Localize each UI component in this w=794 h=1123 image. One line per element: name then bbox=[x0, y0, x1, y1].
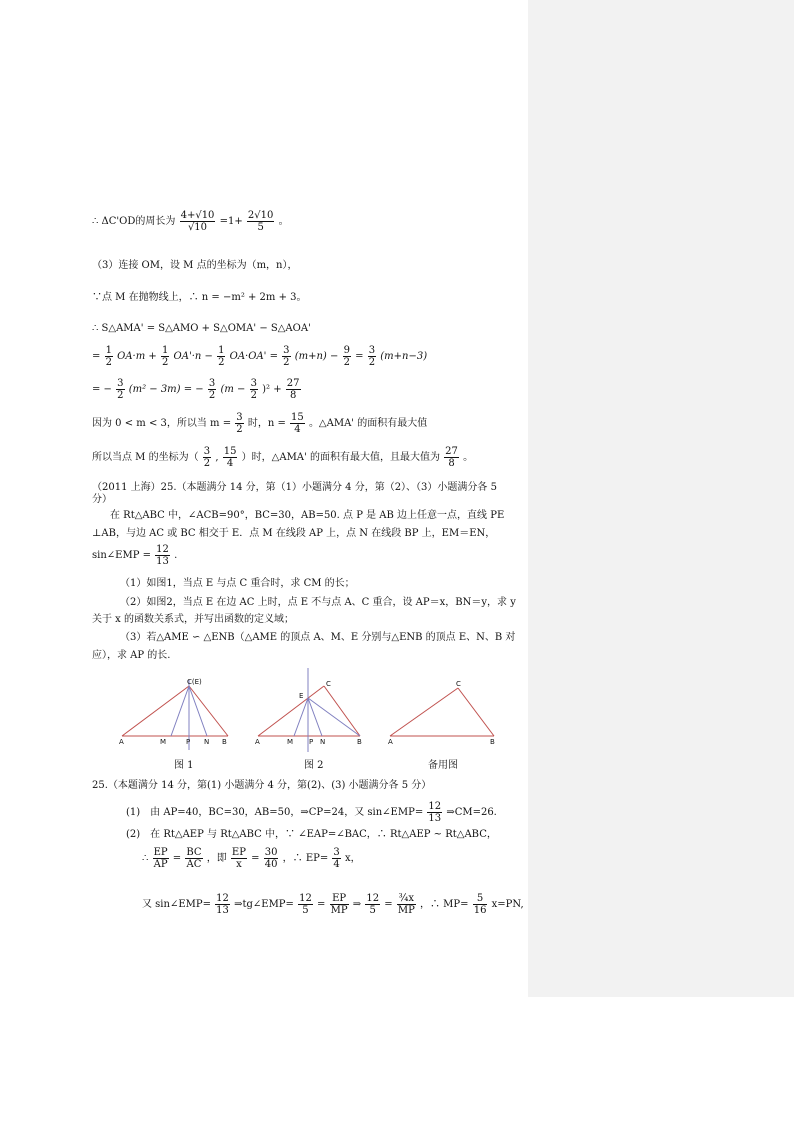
fraction bbox=[250, 378, 258, 401]
question-2-cont: 关于 x 的函数关系式，并写出函数的定义域； bbox=[92, 614, 294, 625]
numerator: 3 bbox=[208, 378, 216, 389]
fraction bbox=[155, 544, 170, 567]
text: (m+n) − bbox=[294, 351, 339, 362]
fraction bbox=[185, 847, 202, 870]
label-e: E bbox=[299, 692, 304, 700]
denominator: MP bbox=[397, 905, 415, 916]
problem-header-cont: 分） bbox=[92, 494, 112, 505]
denominator: 13 bbox=[156, 556, 169, 567]
numerator: EP bbox=[231, 847, 246, 858]
fraction bbox=[332, 847, 340, 870]
label-c: C bbox=[456, 680, 461, 688]
label-c: C(E) bbox=[187, 678, 202, 686]
numerator: 3 bbox=[203, 446, 211, 457]
text: ）时，△AMA' 的面积有最大值，且最大值为 bbox=[241, 452, 440, 463]
numerator: 15 bbox=[291, 412, 304, 423]
denominator: √10 bbox=[187, 222, 208, 233]
text: (1) 由 AP=40，BC=30，AB=50，⇒CP=24，又 sin∠EMP= bbox=[126, 807, 424, 818]
problem-header: （2011 上海）25.（本题满分 14 分，第（1）小题满分 4 分，第（2）、（3）小题满分各 5 bbox=[92, 482, 497, 493]
text: (m − bbox=[220, 384, 246, 395]
fraction bbox=[427, 801, 442, 824]
label-a: A bbox=[255, 738, 260, 746]
numerator: 3 bbox=[250, 378, 257, 389]
numerator: 12 bbox=[216, 893, 229, 904]
segment-ac bbox=[122, 686, 189, 736]
fraction bbox=[235, 412, 243, 435]
segment-eb bbox=[308, 698, 360, 736]
denominator: 4 bbox=[333, 859, 340, 870]
numerator: 27 bbox=[286, 378, 300, 389]
text: ，即 bbox=[206, 853, 227, 864]
denominator: 8 bbox=[289, 390, 297, 401]
text: 因为 0 < m < 3，所以当 m = bbox=[92, 418, 232, 429]
label-n: N bbox=[320, 738, 326, 746]
answer-header: 25.（本题满分 14 分，第(1) 小题满分 4 分，第(2)、(3) 小题满分各 5 分） bbox=[92, 780, 432, 791]
figure-2 bbox=[252, 668, 372, 752]
denominator: 2 bbox=[218, 357, 225, 368]
area-decomposition: ∴ S△AMA' = S△AMO + S△OMA' − S△AOA' bbox=[92, 323, 311, 334]
fraction bbox=[365, 893, 380, 916]
text: 。 bbox=[463, 452, 474, 463]
fraction bbox=[444, 446, 459, 469]
text: = bbox=[317, 899, 326, 910]
text: (m² − 3m) = − bbox=[128, 384, 204, 395]
denominator: 2 bbox=[105, 357, 112, 368]
fraction bbox=[343, 345, 351, 368]
figure-1 bbox=[115, 672, 240, 752]
numerator: 1 bbox=[218, 345, 225, 356]
numerator: BC bbox=[186, 847, 202, 858]
question-1: （1）如图1，当点 E 与点 C 重合时，求 CM 的长； bbox=[120, 578, 355, 589]
fraction bbox=[231, 847, 247, 870]
denominator: 2 bbox=[343, 357, 350, 368]
fraction bbox=[223, 446, 238, 469]
numerator: 5 bbox=[473, 893, 488, 905]
text: . bbox=[174, 550, 178, 561]
label-b: B bbox=[490, 738, 495, 746]
text: )² + bbox=[262, 384, 282, 395]
segment-bc bbox=[189, 686, 228, 736]
label-m: M bbox=[287, 738, 294, 746]
text: OA'·n − bbox=[173, 351, 213, 362]
fraction bbox=[368, 345, 376, 368]
part3-intro: （3）连接 OM，设 M 点的坐标为（m，n）， bbox=[92, 260, 298, 271]
text: ⇒ bbox=[352, 899, 362, 910]
label-b: B bbox=[222, 738, 227, 746]
text: = − bbox=[92, 384, 112, 395]
numerator: EP bbox=[153, 847, 168, 858]
label-a: A bbox=[119, 738, 124, 746]
denominator: 13 bbox=[216, 905, 229, 916]
fraction bbox=[180, 210, 216, 233]
denominator: 2 bbox=[236, 424, 243, 435]
segment-bc bbox=[324, 686, 360, 736]
numerator: ¾x bbox=[398, 893, 414, 904]
fraction bbox=[397, 893, 416, 916]
fraction bbox=[330, 893, 349, 916]
segment-en bbox=[189, 686, 207, 736]
question-3: （3）若△AME ∽ △ENB（△AME 的顶点 A、M、E 分别与△ENB 的顶点 E、N、B 对 bbox=[120, 632, 516, 643]
segment-em bbox=[171, 686, 189, 736]
answer-part-2: (2) 在 Rt△AEP 与 Rt△ABC 中，∵ ∠EAP=∠BAC，∴ Rt△AEP ~ Rt△ABC， bbox=[126, 829, 497, 840]
numerator: 27 bbox=[445, 446, 458, 457]
figure-2-caption: 图 2 bbox=[304, 760, 324, 771]
fraction bbox=[298, 893, 313, 916]
answer-ratio-line bbox=[142, 847, 361, 870]
fraction bbox=[217, 345, 225, 368]
fraction bbox=[153, 847, 169, 870]
denominator: 8 bbox=[448, 458, 455, 469]
denominator: 2 bbox=[117, 390, 124, 401]
denominator: 4 bbox=[294, 424, 301, 435]
label-m: M bbox=[160, 738, 167, 746]
denominator: AC bbox=[186, 859, 202, 870]
numerator: 30 bbox=[264, 847, 278, 858]
comment-sidebar bbox=[528, 0, 794, 997]
denominator: 2 bbox=[250, 390, 257, 401]
parabola-line: ∵点 M 在抛物线上，∴ n = −m² + 2m + 3。 bbox=[92, 292, 307, 303]
denominator: 5 bbox=[369, 905, 376, 916]
denominator: 2 bbox=[208, 390, 216, 401]
numerator: 15 bbox=[223, 446, 237, 457]
text: ，∴ MP= bbox=[420, 899, 469, 910]
denominator: 2 bbox=[283, 357, 290, 368]
numerator: 4+√10 bbox=[180, 210, 215, 221]
text: ⇒tg∠EMP= bbox=[234, 899, 294, 910]
numerator: 3 bbox=[333, 847, 340, 858]
denominator: 2 bbox=[368, 357, 376, 368]
answer-part-1 bbox=[126, 801, 497, 824]
text: ⇒CM=26. bbox=[446, 807, 497, 818]
text: sin∠EMP = bbox=[92, 550, 151, 561]
fraction bbox=[161, 345, 169, 368]
numerator: 12 bbox=[156, 544, 169, 555]
text: ，∴ EP= bbox=[282, 853, 329, 864]
numerator: 3 bbox=[236, 412, 243, 423]
area-simplify-line bbox=[92, 378, 302, 401]
text: = bbox=[172, 853, 182, 864]
figure-spare bbox=[384, 676, 504, 750]
denominator: 13 bbox=[428, 813, 442, 824]
fraction bbox=[105, 345, 113, 368]
numerator: 12 bbox=[366, 893, 380, 904]
fraction bbox=[203, 446, 211, 469]
text: =1+ bbox=[219, 216, 243, 227]
text: = bbox=[92, 351, 101, 362]
text: (m+n−3) bbox=[380, 351, 428, 362]
numerator: 9 bbox=[343, 345, 350, 356]
numerator: 12 bbox=[299, 893, 312, 904]
numerator: 1 bbox=[161, 345, 169, 356]
area-calc-line bbox=[92, 345, 427, 368]
text: 所以当点 M 的坐标为（ bbox=[92, 452, 199, 463]
text: ∴ bbox=[142, 853, 149, 864]
max-condition-line bbox=[92, 412, 427, 435]
segment-ac bbox=[258, 686, 324, 736]
text: 又 sin∠EMP= bbox=[142, 899, 211, 910]
fraction bbox=[215, 893, 230, 916]
text: x=PN, bbox=[491, 899, 524, 910]
label-p: P bbox=[186, 738, 191, 746]
fraction bbox=[290, 412, 305, 435]
text: , bbox=[215, 452, 219, 463]
denominator: 5 bbox=[257, 222, 264, 233]
numerator: EP bbox=[330, 893, 349, 905]
denominator: 2 bbox=[161, 357, 169, 368]
text: x， bbox=[344, 853, 361, 864]
text: 。△AMA' 的面积有最大值 bbox=[308, 418, 428, 429]
conclusion-line bbox=[92, 446, 473, 469]
denominator: 2 bbox=[203, 458, 211, 469]
fraction bbox=[473, 893, 488, 916]
denominator: 40 bbox=[264, 859, 278, 870]
problem-statement-2: ⊥AB，与边 AC 或 BC 相交于 E．点 M 在线段 AP 上，点 N 在线段 BP 上，EM＝EN， bbox=[92, 528, 496, 539]
text: OA·OA' = bbox=[229, 351, 278, 362]
numerator: 1 bbox=[105, 345, 112, 356]
denominator: AP bbox=[153, 859, 168, 870]
fraction bbox=[208, 378, 216, 401]
label-c: C bbox=[326, 680, 331, 688]
segment-bc bbox=[458, 688, 494, 736]
numerator: 3 bbox=[117, 378, 124, 389]
numerator: 3 bbox=[368, 345, 376, 356]
problem-statement: 在 Rt△ABC 中，∠ACB=90°，BC=30，AB=50. 点 P 是 AB 边上任意一点，直线 PE bbox=[110, 510, 505, 521]
question-3-cont: 应），求 AP 的长. bbox=[92, 650, 171, 661]
segment-ac bbox=[390, 688, 458, 736]
text: 时，n = bbox=[247, 418, 286, 429]
fraction bbox=[247, 210, 274, 233]
denominator: MP bbox=[330, 905, 348, 916]
text: 。 bbox=[278, 216, 289, 227]
denominator: x bbox=[236, 859, 242, 870]
fraction bbox=[286, 378, 301, 401]
figure-spare-caption: 备用图 bbox=[428, 760, 458, 771]
text: = bbox=[355, 351, 364, 362]
label-n: N bbox=[204, 738, 210, 746]
denominator: 5 bbox=[302, 905, 309, 916]
label-p: P bbox=[309, 738, 314, 746]
text: = bbox=[251, 853, 260, 864]
text: OA·m + bbox=[117, 351, 157, 362]
numerator: 12 bbox=[428, 801, 442, 812]
answer-mp-line bbox=[142, 893, 524, 916]
label-a: A bbox=[388, 738, 393, 746]
fraction bbox=[116, 378, 124, 401]
numerator: 3 bbox=[283, 345, 290, 356]
denominator: 4 bbox=[226, 458, 234, 469]
figure-1-caption: 图 1 bbox=[174, 760, 194, 771]
question-2: （2）如图2，当点 E 在边 AC 上时，点 E 不与点 A、C 重合，设 AP＝x，BN＝y，求 y bbox=[120, 597, 516, 608]
text: ∴ ΔC'OD的周长为 bbox=[92, 216, 176, 227]
numerator: 2√10 bbox=[247, 210, 274, 221]
perimeter-line bbox=[92, 210, 289, 233]
denominator: 16 bbox=[473, 905, 487, 916]
fraction bbox=[282, 345, 290, 368]
sin-given-line bbox=[92, 544, 177, 567]
label-b: B bbox=[357, 738, 362, 746]
fraction bbox=[264, 847, 279, 870]
text: = bbox=[384, 899, 393, 910]
